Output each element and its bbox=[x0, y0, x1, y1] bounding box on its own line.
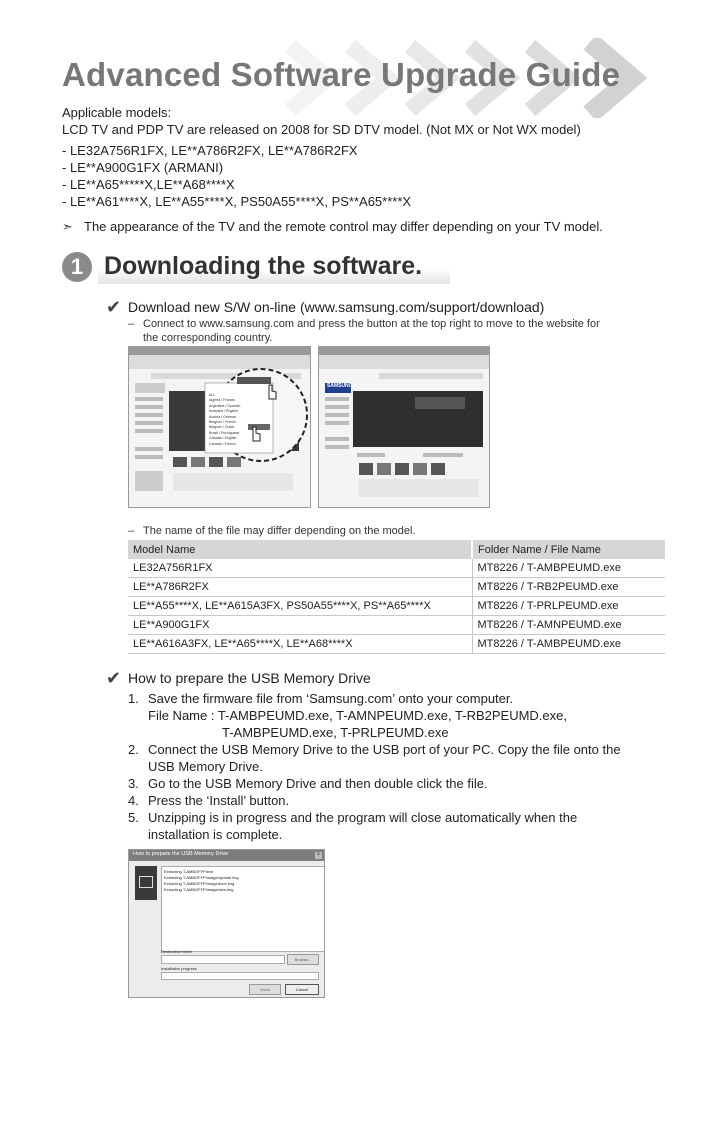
model-file-table bbox=[128, 540, 665, 654]
installation-progress-bar bbox=[161, 972, 319, 980]
file-name-note: – The name of the file may differ depending on the model. bbox=[128, 525, 416, 537]
file-name-line-2: T-AMBPEUMD.exe, T-PRLPEUMD.exe bbox=[222, 725, 449, 740]
list-item: 1. Save the firmware file from ‘Samsung.com’ onto your computer. bbox=[128, 691, 514, 706]
cancel-button[interactable]: Cancel bbox=[285, 984, 319, 995]
browse-button[interactable]: Browse... bbox=[287, 954, 319, 965]
page-title: Advanced Software Upgrade Guide bbox=[62, 56, 621, 93]
connect-line-1: Connect to www.samsung.com and press the button at the top right to move to the website for bbox=[143, 318, 600, 330]
section-number-badge: 1 bbox=[62, 252, 92, 282]
table-row: LE**A616A3FX, LE**A65****X, LE**A68****X MT8226 / T-AMBPEUMD.exe bbox=[128, 635, 665, 654]
model-line: - LE**A900G1FX (ARMANI) bbox=[62, 160, 224, 175]
usb-heading: How to prepare the USB Memory Drive bbox=[128, 670, 371, 686]
applicable-heading: Applicable models: bbox=[62, 105, 172, 120]
destination-field[interactable] bbox=[161, 955, 285, 964]
list-item: 4. Press the ‘Install’ button. bbox=[128, 793, 290, 808]
model-line: - LE32A756R1FX, LE**A786R2FX, LE**A786R2FX bbox=[62, 143, 358, 158]
checkmark-icon: ✔ bbox=[106, 297, 122, 317]
download-text: Download new S/W on-line (www.samsung.com/support/download) bbox=[128, 299, 545, 315]
table-header-row bbox=[128, 540, 665, 559]
installer-title: How to prepare the USB Memory Drive bbox=[133, 851, 229, 857]
section-heading bbox=[62, 250, 452, 284]
checkmark-icon: ✔ bbox=[106, 668, 122, 688]
model-line: - LE**A65*****X,LE**A68****X bbox=[62, 177, 235, 192]
destination-label: Destination folder bbox=[161, 949, 193, 954]
table-row: LE32A756R1FX MT8226 / T-AMBPEUMD.exe bbox=[128, 559, 665, 578]
usb-installer-screenshot bbox=[128, 849, 325, 998]
model-line: - LE**A61****X, LE**A55****X, PS50A55****X, PS**A65****X bbox=[62, 194, 412, 209]
list-item: 2. Connect the USB Memory Drive to the USB port of your PC. Copy the file onto the bbox=[128, 742, 621, 757]
table-row: LE**A900G1FX MT8226 / T-AMNPEUMD.exe bbox=[128, 616, 665, 635]
progress-label: Installation progress bbox=[161, 966, 197, 971]
applicable-description: LCD TV and PDP TV are released on 2008 for SD DTV model. (Not MX or Not WX model) bbox=[62, 122, 581, 137]
install-button[interactable]: Install bbox=[249, 984, 281, 995]
note-arrow-icon: ➣ bbox=[62, 219, 73, 234]
table-row: LE**A786R2FX MT8226 / T-RB2PEUMD.exe bbox=[128, 578, 665, 597]
usb-drive-icon bbox=[135, 866, 157, 900]
list-item: 3. Go to the USB Memory Drive and then double click the file. bbox=[128, 776, 488, 791]
download-step bbox=[106, 297, 544, 318]
installer-log: Extracting T-AMBOFFP\exe Extracting T-AMBOFFP\image\update.img Extracting T-AMBOFFP\image\boot.img Extracting T-AMBOFFP\image\new.img bbox=[161, 866, 325, 952]
samsung-logo: SAMSUNG bbox=[327, 383, 353, 389]
table-row: LE**A55****X, LE**A615A3FX, PS50A55****X, PS**A65****X MT8226 / T-PRLPEUMD.exe bbox=[128, 597, 665, 616]
country-menu-list: ALL Algeria / Francis Argentina / Spanish Australia / English Austria / German Belgium / French Belgium / Dutch Brazil / Portuguese Canada / English Canada / French bbox=[209, 393, 241, 446]
note-text: The appearance of the TV and the remote control may differ depending on your TV model. bbox=[84, 219, 603, 234]
appearance-note bbox=[62, 219, 603, 235]
list-item: 5. Unzipping is in progress and the program will close automatically when the bbox=[128, 810, 578, 825]
website-screenshot-country-menu bbox=[128, 346, 311, 508]
browser-window-illustration bbox=[319, 347, 489, 507]
website-screenshot-support bbox=[318, 346, 490, 508]
applicable-models bbox=[62, 104, 581, 210]
connect-note: – Connect to www.samsung.com and press the button at the top right to move to the website for the corresponding country. bbox=[128, 318, 600, 344]
column-header-file: Folder Name / File Name bbox=[472, 540, 665, 559]
connect-line-2: the corresponding country. bbox=[143, 332, 273, 344]
column-header-model: Model Name bbox=[128, 540, 472, 559]
close-icon: × bbox=[316, 852, 321, 858]
section-title: Downloading the software. bbox=[104, 252, 423, 280]
usb-step bbox=[106, 668, 371, 689]
usb-steps-list: 1. Save the firmware file from ‘Samsung.com’ onto your computer. File Name : T-AMBPEUMD.exe, T-AMNPEUMD.exe, T-RB2PEUMD.exe, T-AMBPEUMD.exe, T-PRLPEUMD.exe 2. Connect the USB Memory Drive to the USB port of your PC. Copy the file onto the USB Memory Drive. 3. Go to the USB Memory Drive and then double click the file. 4. Press the ‘Install’ button. 5. Unzipping is in progress and the program will close automatically when the installation is complete. bbox=[128, 691, 621, 842]
file-name-line: File Name : T-AMBPEUMD.exe, T-AMNPEUMD.exe, T-RB2PEUMD.exe, bbox=[148, 708, 567, 723]
